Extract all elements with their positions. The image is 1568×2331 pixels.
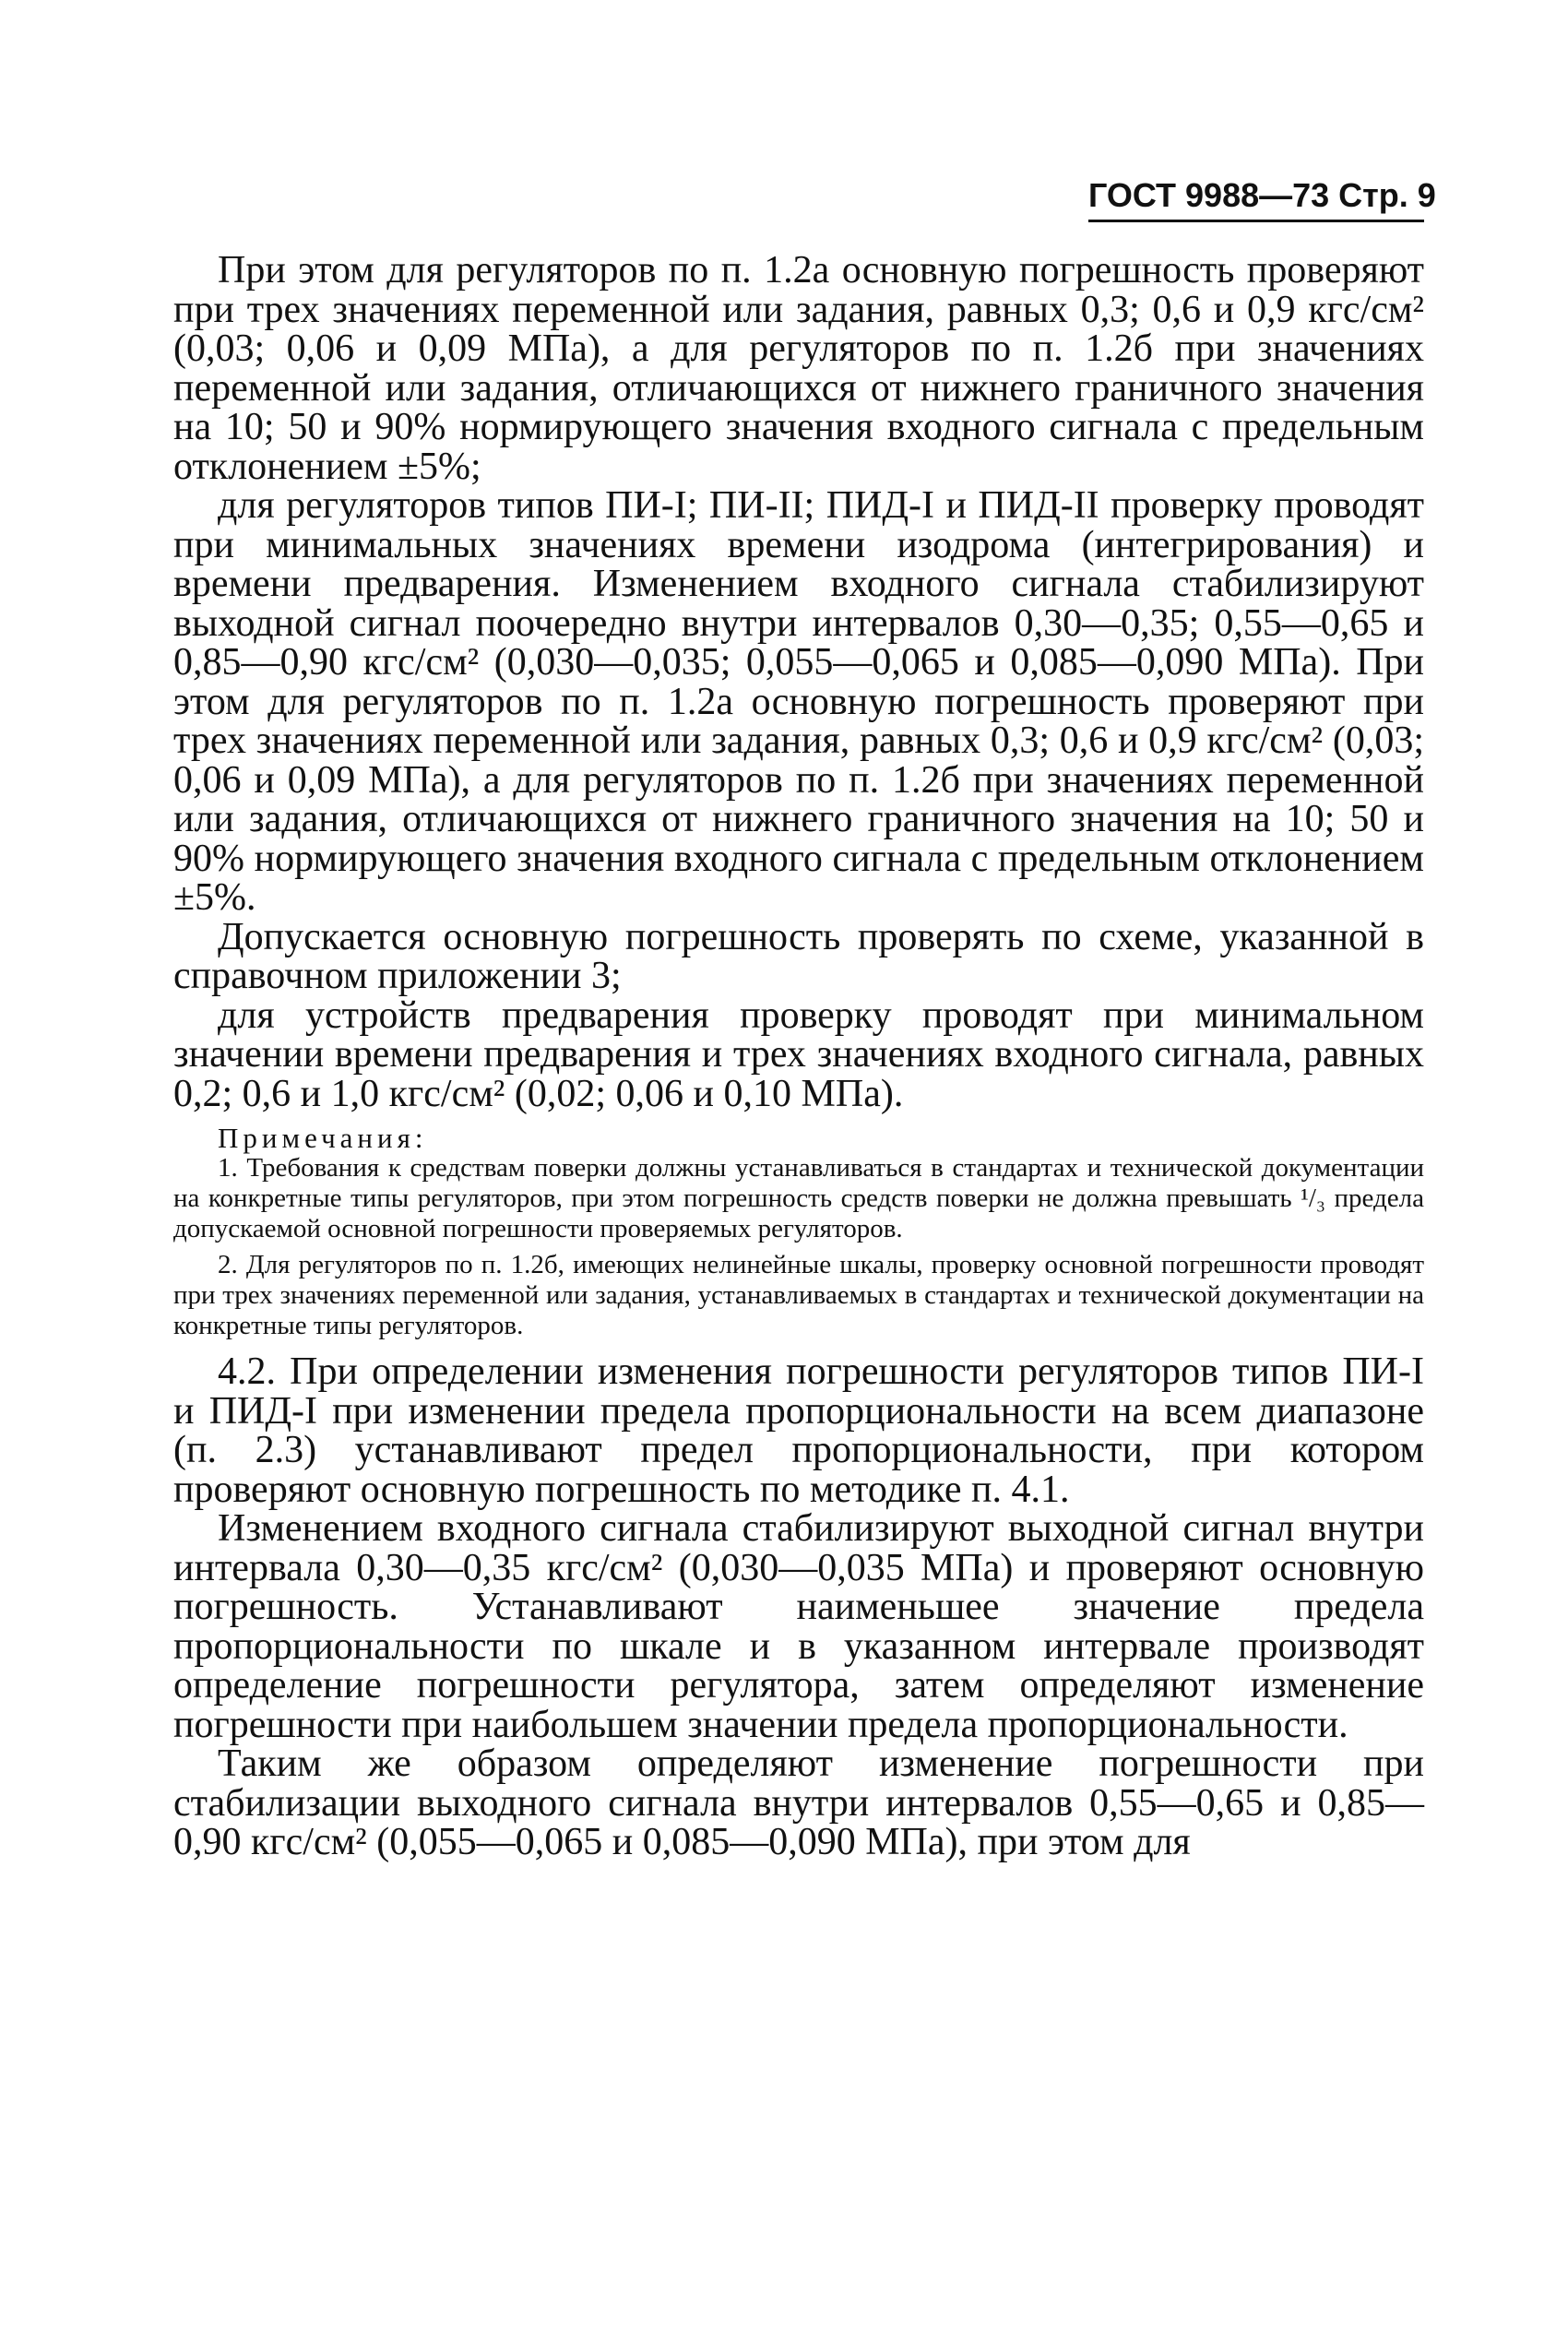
paragraph-pi-pid-regulators: для регуляторов типов ПИ-I; ПИ-II; ПИД-I и ПИД-II проверку проводят при минимальных значениях времени изодрома (интегрирования) и времени предварения. Изменением входного сигнала стабилизируют выходной сигнал поочередно внутри интервалов 0,30—0,35; 0,55—0,65 и 0,85—0,90 кгс/см² (0,030—0,035; 0,055—0,065 и 0,085—0,090 МПа). При этом для регуляторов по п. 1.2а основную погрешность проверяют при трех значениях переменной или задания, равных 0,3; 0,6 и 0,9 кгс/см² (0,03; 0,06 и 0,09 МПа), а для регуляторов по п. 1.2б при значениях переменной или задания, отличающихся от нижнего граничного значения на 10; 50 и 90% нормирующего значения входного сигнала с предельным отклонением ±5%. [173, 484, 1424, 919]
notes-block [173, 1123, 1424, 1341]
section-4-2-paragraph-3: Таким же образом определяют изменение погрешности при стабилизации выходного сигнала внутри интервалов 0,55—0,65 и 0,85—0,90 кгс/см² (0,055—0,065 и 0,085—0,090 МПа), при этом для [173, 1742, 1424, 1863]
paragraph-main-error-check: При этом для регуляторов по п. 1.2а основную погрешность проверяют при трех значениях переменной или задания, равных 0,3; 0,6 и 0,9 кгс/см² (0,03; 0,06 и 0,09 МПа), а для регуляторов по п. 1.2б при значениях переменной или задания, отличающихся от нижнего граничного значения на 10; 50 и 90% нормирующего значения входного сигнала с предельным отклонением ±5%; [173, 249, 1424, 488]
page-header: ГОСТ 9988—73 Стр. 9 [1088, 175, 1424, 222]
section-4-2-paragraph-2: Изменением входного сигнала стабилизируют выходной сигнал внутри интервала 0,30—0,35 кгс/см² (0,030—0,035 МПа) и проверяют основную погрешность. Устанавливают наименьшее значение предела пропорциональности по шкале и в указанном интервале производят определение погрешности регулятора, затем определяют изменение погрешности при наибольшем значении предела пропорциональности. [173, 1507, 1424, 1746]
paragraph-allowed-scheme: Допускается основную погрешность проверять по схеме, указанной в справочном приложении 3; [173, 915, 1424, 997]
section-4-2 [173, 1352, 1424, 1862]
paragraph-preemption-devices: для устройств предварения проверку проводят при минимальном значении времени предварения и трех значениях входного сигнала, равных 0,2; 0,6 и 1,0 кгс/см² (0,02; 0,06 и 0,10 МПа). [173, 993, 1424, 1115]
main-text [173, 251, 1424, 1862]
note-item-1: 1. Требования к средствам поверки должны устанавливаться в стандартах и технической документации на конкретные типы регуляторов, при этом погрешность средств поверки не должна превышать ¹/₃ предела допускаемой основной погрешности проверяемых регуляторов. [173, 1153, 1424, 1243]
section-4-2-paragraph-1: 4.2. При определении изменения погрешности регуляторов типов ПИ-I и ПИД-I при изменении предела пропорциональности на всем диапазоне (п. 2.3) устанавливают предел пропорциональности, при котором проверяют основную погрешность по методике п. 4.1. [173, 1350, 1424, 1511]
note-item-2: 2. Для регуляторов по п. 1.2б, имеющих нелинейные шкалы, проверку основной погрешности проводят при трех значениях переменной или задания, устанавливаемых в стандартах и технической документации на конкретные типы регуляторов. [173, 1250, 1424, 1340]
notes-title: Примечания: [218, 1122, 428, 1154]
